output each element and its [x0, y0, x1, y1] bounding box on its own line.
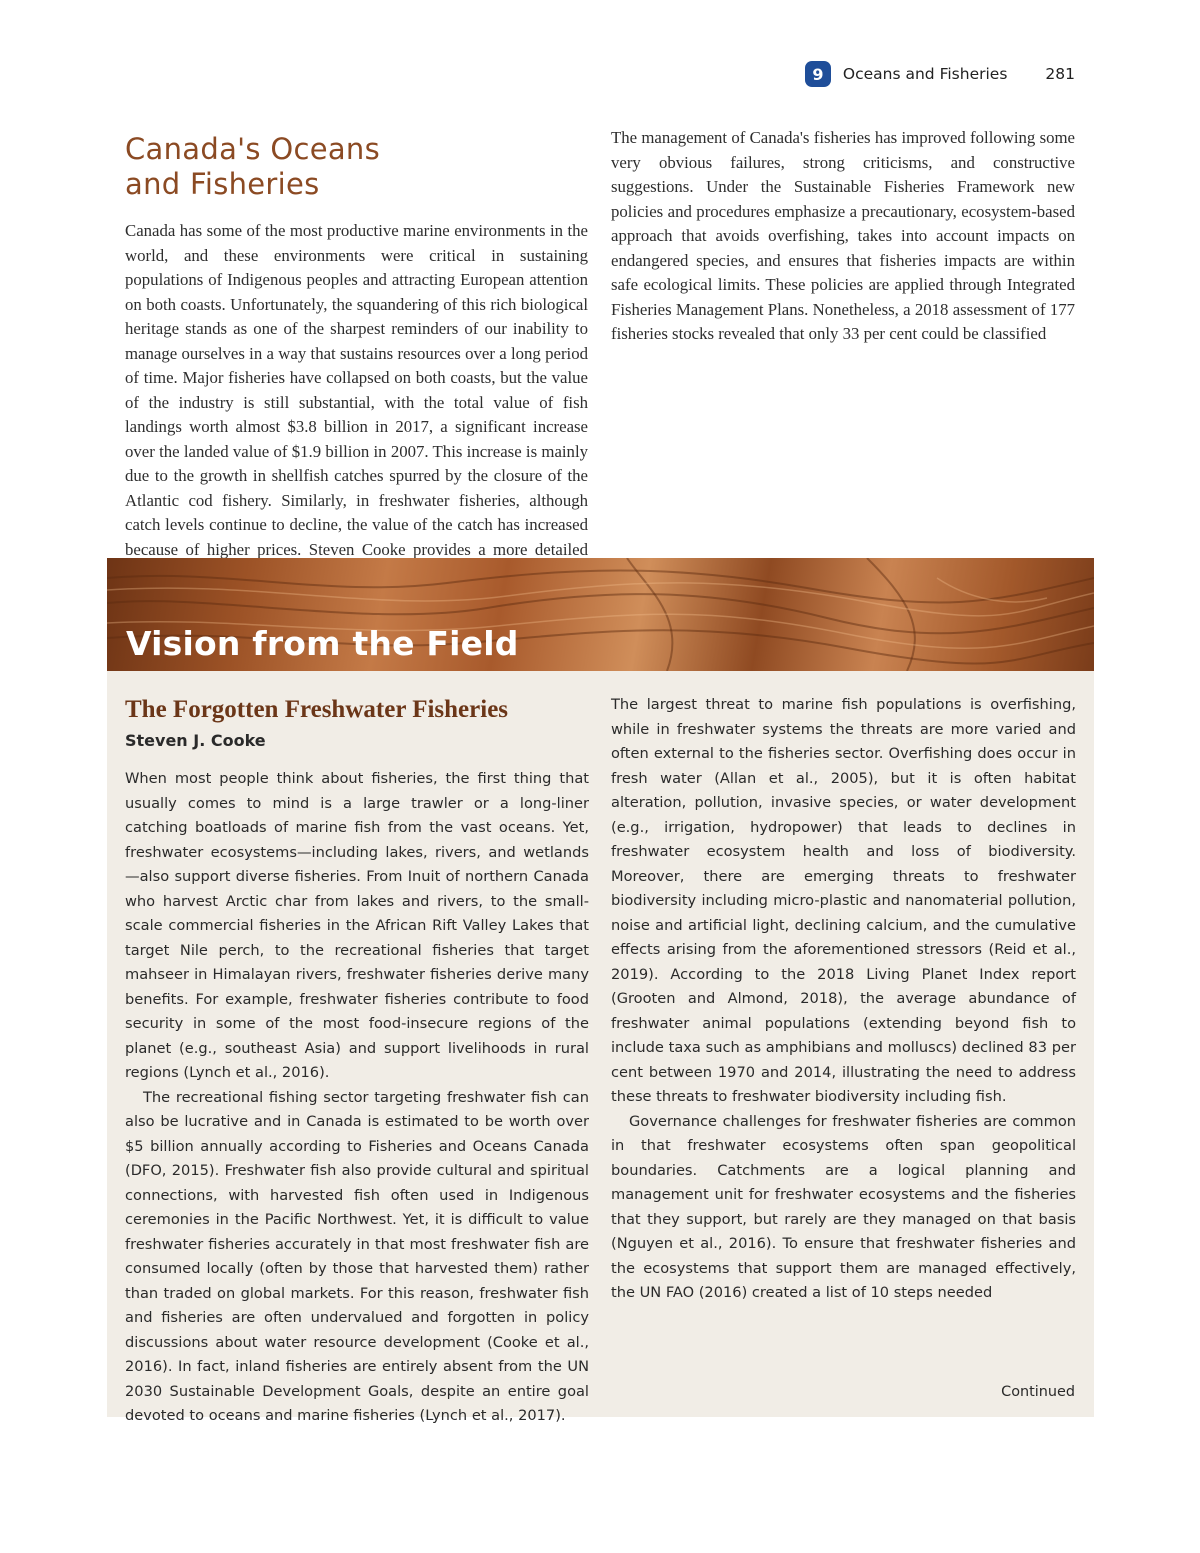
section-paragraph-1: Canada has some of the most productive marine environments in the world, and these environments were critical in sustaining populations of Indigenous peoples and attracting European attention on both coasts. Unfortunately, the squandering of this rich biological heritage stands as one of the sharpest reminders of our inability to manage ourselves in a way that sustains resources over a long period of time. Major fisheries have collapsed on both coasts, but the value of the industry is still substantial, with the total value of fish landings worth almost $3.8 billion in 2017, a significant increase over the landed value of $1.9 billion in 2007. This increase is mainly due to the growth in shellfish catches spurred by the closure of the Atlantic cod fishery. Similarly, in freshwater fisheries, although catch levels continue to decline, the value of the catch has increased because of higher prices. Steven Cooke provides a more detailed: [125, 221, 588, 559]
continued-label: Continued: [1001, 1384, 1075, 1400]
section-title-line-1: Canada's Oceans: [125, 132, 381, 166]
section-title: [125, 132, 588, 202]
banner-title: Vision from the Field: [126, 624, 519, 663]
chapter-number-badge: 9: [805, 61, 831, 87]
section-right-column: [611, 126, 1075, 347]
vision-from-field-box: [107, 671, 1094, 1424]
box-paragraph-4: Governance challenges for freshwater fisheries are common in that freshwater ecosystems often span geopolitical boundaries. Catchments are a logical planning and management unit for freshwater ecosystems and the fisheries that they support, but rarely are they managed on that basis (Nguyen et al., 2016). To ensure that freshwater fisheries and the ecosystems that support them are managed effectively, the UN FAO (2016) created a list of 10 steps needed: [611, 1112, 1076, 1301]
section-body-part-1: [125, 219, 588, 611]
box-paragraph-1: When most people think about fisheries, the first thing that usually comes to mind is a large trawler or a long-liner catching boatloads of marine fish from the vast oceans. Yet, freshwater ecosystems—including lakes, rivers, and wetlands—also support diverse fisheries. From Inuit of northern Canada who harvest Arctic char from lakes and rivers, to the small-scale commercial fisheries in the African Rift Valley Lakes that target Nile perch, to the recreational fisheries that target mahseer in Himalayan rivers, freshwater fisheries derive many benefits. For example, freshwater fisheries contribute to food security in some of the most food-insecure regions of the planet (e.g., southeast Asia) and support livelihoods in rural regions (Lynch et al., 2016).: [125, 770, 589, 1081]
section-title-line-2: and Fisheries: [125, 167, 320, 201]
box-paragraph-3: The largest threat to marine fish populations is overfishing, while in freshwater systems the threats are more varied and often external to the fisheries sector. Overfishing does occur in fresh water (Allan et al., 2005), but it is often habitat alteration, pollution, invasive species, or water development (e.g., irrigation, hydropower) that leads to declines in freshwater ecosystem health and loss of biodiversity. Moreover, there are emerging threats to freshwater biodiversity including micro-plastic and nanomaterial pollution, noise and artificial light, declining calcium, and the cumulative effects arising from the aforementioned stressors (Reid et al., 2019). According to the 2018 Living Planet Index report (Grooten and Almond, 2018), the average abundance of freshwater animal populations (extending beyond fish to include taxa such as amphibians and molluscs) declined 83 per cent between 1970 and 2014, illustrating the need to address these threats to freshwater biodiversity including fish.: [611, 696, 1076, 1105]
box-right-column: [611, 693, 1076, 1306]
box-paragraph-2: The recreational fishing sector targeting freshwater fish can also be lucrative and in Canada is estimated to be worth over $5 billion annually according to Fisheries and Oceans Canada (DFO, 2015). Freshwater fish also provide cultural and spiritual connections, with harvested fish often used in Indigenous ceremonies in the Pacific Northwest. Yet, it is difficult to value freshwater fisheries accurately in that most freshwater fish are consumed locally (often by those that harvested them) rather than traded on global markets. For this reason, freshwater fish and fisheries are often undervalued and forgotten in policy discussions about water resource development (Cooke et al., 2016). In fact, inland fisheries are entirely absent from the UN 2030 Sustainable Development Goals, despite an entire goal devoted to oceans and marine fisheries (Lynch et al., 2017).: [125, 1088, 589, 1424]
chapter-title: Oceans and Fisheries: [842, 65, 1008, 83]
box-left-column: [125, 767, 589, 1429]
section-body-part-2: [611, 126, 1075, 347]
box-article-title: The Forgotten Freshwater Fisheries: [125, 696, 509, 723]
vision-from-field-banner: [107, 558, 1094, 671]
section-paragraph-2: The management of Canada's fisheries has improved following some very obvious failures, strong criticisms, and constructive suggestions. Under the Sustainable Fisheries Framework new policies and procedures emphasize a precautionary, ecosystem-based approach that avoids overfishing, takes into account impacts on endangered species, and ensures that fisheries impacts are within safe ecological limits. These policies are applied through Integrated Fisheries Management Plans. Nonetheless, a 2018 assessment of 177 fisheries stocks revealed that only 33 per cent could be classified: [611, 128, 1075, 343]
section-left-column: [125, 132, 588, 611]
page-number: 281: [1045, 65, 1075, 83]
running-header: [805, 60, 1075, 88]
box-author: Steven J. Cooke: [125, 731, 266, 750]
